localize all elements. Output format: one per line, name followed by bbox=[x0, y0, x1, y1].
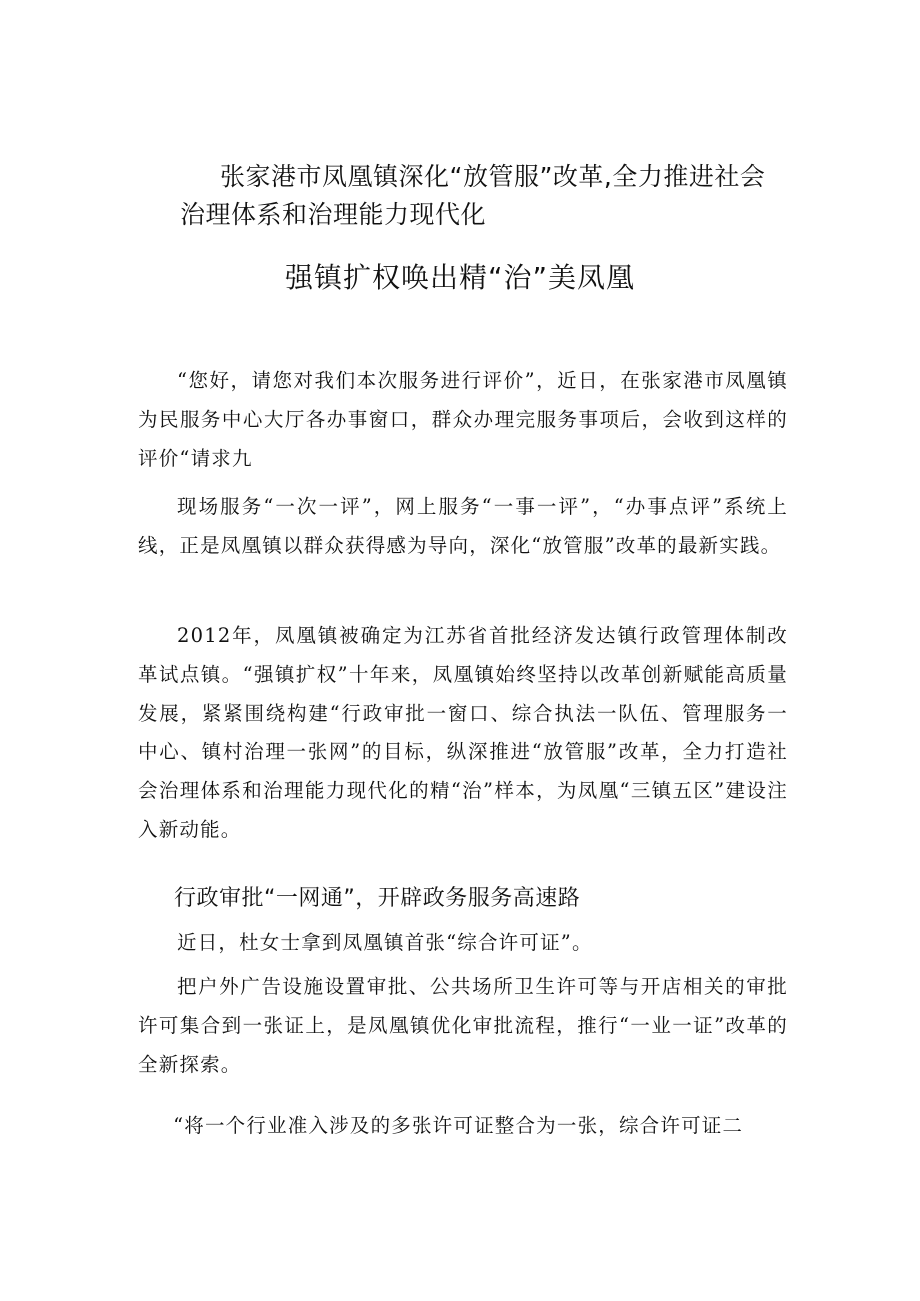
paragraph: 2012年，凤凰镇被确定为江苏省首批经济发达镇行政管理体制改革试点镇。“强镇扩权”十年来，凤凰镇始终坚持以改革创新赋能高质量发展，紧紧围绕构建“行政审批一窗口、综合执法一队伍、管理服务一中心、镇村治理一张网”的目标，纵深推进“放管服”改革，全力打造社会治理体系和治理能力现代化的精“治”样本，为凤凰“三镇五区”建设注入新动能。 bbox=[138, 624, 788, 841]
paragraph-2-block bbox=[138, 488, 788, 566]
title-line-2: 治理体系和治理能力现代化 bbox=[180, 200, 487, 229]
paragraph-3-block bbox=[138, 617, 788, 850]
paragraph-6-block bbox=[138, 1107, 788, 1146]
paragraph: “将一个行业准入涉及的多张许可证整合为一张，综合许可证二 bbox=[173, 1114, 744, 1137]
paragraph-5-block bbox=[138, 968, 788, 1084]
paragraph: 现场服务“一次一评”，网上服务“一事一评”，“办事点评”系统上线，正是凤凰镇以群众获得感为导向，深化“放管服”改革的最新实践。 bbox=[138, 495, 788, 557]
document-subtitle: 强镇扩权唤出精“治”美凤凰 bbox=[284, 261, 635, 294]
section-heading: 行政审批“一网通”，开辟政务服务高速路 bbox=[174, 886, 581, 911]
paragraph: 近日，杜女士拿到凤凰镇首张“综合许可证”。 bbox=[177, 931, 593, 954]
paragraph: 把户外广告设施设置审批、公共场所卫生许可等与开店相关的审批许可集合到一张证上，是凤凰镇优化审批流程，推行“一业一证”改革的全新探索。 bbox=[138, 975, 788, 1076]
paragraph-4-block bbox=[138, 924, 788, 963]
title-line-1: 张家港市凤凰镇深化“放管服”改革,全力推进社会 bbox=[220, 162, 766, 191]
paragraph: “您好，请您对我们本次服务进行评价”，近日，在张家港市凤凰镇为民服务中心大厅各办事窗口，群众办理完服务事项后，会收到这样的评价“请求九 bbox=[138, 369, 788, 470]
document-title bbox=[180, 158, 800, 234]
paragraph-1-block bbox=[138, 362, 788, 478]
